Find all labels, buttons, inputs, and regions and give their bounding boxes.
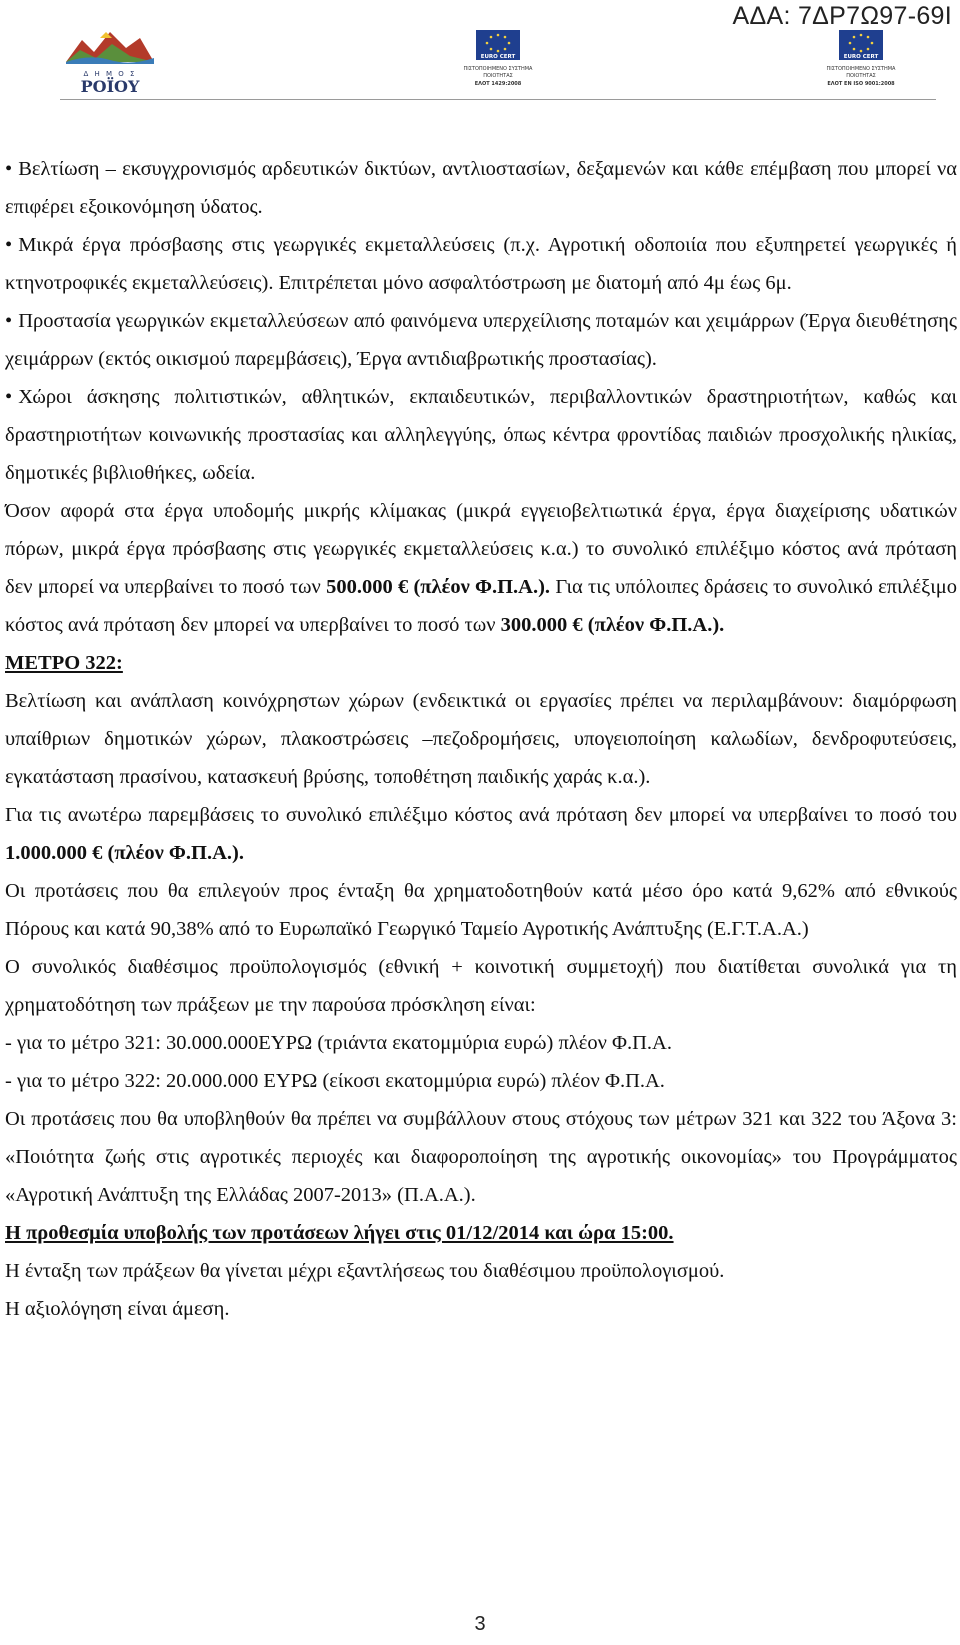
page-header <box>60 28 936 100</box>
bullet-item-2 <box>5 226 957 302</box>
cert1-line-2: ΠΟΙΟΤΗΤΑΣ <box>483 73 513 79</box>
bullet-item-3 <box>5 302 957 378</box>
inclusion-note: Η ένταξη των πράξεων θα γίνεται μέχρι εξαντλήσεως του διαθέσιμου προϋπολογισμού. <box>5 1260 725 1282</box>
measure-322-cost-paragraph <box>5 796 957 872</box>
municipality-logo-line1: Δ Η Μ Ο Σ <box>83 70 137 78</box>
measure-322-cost-text: Για τις ανωτέρω παρεμβάσεις το συνολικό επιλέξιμο κόστος ανά πρόταση δεν μπορεί να υπερβαίνει το ποσό του <box>5 804 957 826</box>
bullet-icon: • <box>5 310 13 332</box>
budget-measure-322: - για το μέτρο 322: 20.000.000 ΕΥΡΩ (είκοσι εκατομμύρια ευρώ) πλέον Φ.Π.Α. <box>5 1070 665 1092</box>
bullet-icon: • <box>5 386 13 408</box>
cost-limits-text-c: Για τις υπόλοιπες δράσεις το συνολικό επιλέξιμο κόστος ανά πρόταση δεν μπορεί να υπερβαίνει το ποσό των <box>5 576 957 636</box>
bullet-item-1-text: Βελτίωση – εκσυγχρονισμός αρδευτικών δικτύων, αντλιοστασίων, δεξαμενών και κάθε επέμβαση που μπορεί να επιφέρει εξοικονόμηση ύδατος. <box>5 158 957 218</box>
certification-logo-2 <box>815 28 907 98</box>
page-number: 3 <box>474 1613 486 1635</box>
funding-split-paragraph: Οι προτάσεις που θα επιλεγούν προς ένταξη θα χρηματοδοτηθούν κατά μέσο όρο κατά 9,62% από εθνικούς Πόρους και κατά 90,38% από το Ευρωπαϊκό Γεωργικό Ταμείο Αγροτικής Ανάπτυξης (Ε.Γ.Τ.Α.Α.) <box>5 880 957 940</box>
municipality-logo <box>60 28 160 98</box>
submission-deadline: Η προθεσμία υποβολής των προτάσεων λήγει στις 01/12/2014 και ώρα 15:00. <box>5 1222 674 1244</box>
euro-cert-icon <box>815 28 907 98</box>
bullet-item-4 <box>5 378 957 492</box>
cert2-brand: EURO CERT <box>843 54 879 60</box>
budget-measure-321: - για το μέτρο 321: 30.000.000ΕΥΡΩ (τριάντα εκατομμύρια ευρώ) πλέον Φ.Π.Α. <box>5 1032 672 1054</box>
cert1-brand: EURO CERT <box>480 54 516 60</box>
measure-322-description: Βελτίωση και ανάπλαση κοινόχρηστων χώρων (ενδεικτικά οι εργασίες πρέπει να περιλαμβάνουν: διαμόρφωση υπαίθριων δημοτικών χώρων, πλακοστρώσεις –πεζοδρομήσεις, υπογειοποίηση καλωδίων, δενδροφυτεύσεις, εγκατάσταση πρασίνου, κατασκευή βρύσης, τοποθέτηση παιδικής χαράς κ.α.). <box>5 690 957 788</box>
certification-logo-1 <box>452 28 544 98</box>
bullet-item-2-text: Μικρά έργα πρόσβασης στις γεωργικές εκμεταλλεύσεις (π.χ. Αγροτική οδοποιία που εξυπηρετεί γεωργικές ή κτηνοτροφικές εκμεταλλεύσεις). Επιτρέπεται μόνο ασφαλτόστρωση με διατομή από 4μ έως 6μ. <box>5 234 957 294</box>
cert2-line-2: ΠΟΙΟΤΗΤΑΣ <box>846 73 876 79</box>
cost-limit-1m: 1.000.000 € (πλέον Φ.Π.Α.). <box>5 842 244 864</box>
cert1-line-1: ΠΙΣΤΟΠΟΙΗΜΕΝΟ ΣΥΣΤΗΜΑ <box>463 66 533 72</box>
ada-code: ΑΔΑ: 7ΔΡ7Ω97-69Ι <box>732 2 952 30</box>
bullet-item-4-text: Χώροι άσκησης πολιτιστικών, αθλητικών, εκπαιδευτικών, περιβαλλοντικών δραστηριοτήτων, καθώς και δραστηριοτήτων κοινωνικής προστασίας και αλληλεγγύης, όπως κέντρα φροντίδας παιδιών προσχολικής ηλικίας, δημοτικές βιβλιοθήκες, ωδεία. <box>5 386 957 484</box>
objectives-paragraph: Οι προτάσεις που θα υποβληθούν θα πρέπει να συμβάλλουν στους στόχους των μέτρων 321 και 322 του Άξονα 3: «Ποιότητα ζωής στις αγροτικές περιοχές και διαφοροποίηση της αγροτικής οικονομίας» του Προγράμματος «Αγροτική Ανάπτυξη της Ελλάδας 2007-2013» (Π.Α.Α.). <box>5 1108 957 1206</box>
bullet-item-1 <box>5 150 957 226</box>
euro-cert-icon <box>452 28 544 98</box>
document-body <box>5 150 957 1328</box>
bullet-icon: • <box>5 234 13 256</box>
total-budget-paragraph: Ο συνολικός διαθέσιμος προϋπολογισμός (εθνική + κοινοτική συμμετοχή) που διατίθεται συνολικά για τη χρηματοδότηση των πράξεων με την παρούσα πρόσκληση είναι: <box>5 956 957 1016</box>
cert1-line-3: ΕΛΟΤ 1429:2008 <box>474 81 522 87</box>
header-divider <box>60 99 936 100</box>
bullet-icon: • <box>5 158 13 180</box>
cert2-line-3: ΕΛΟΤ ΕΝ ISO 9001:2008 <box>827 81 895 87</box>
cost-limits-text-a: Όσον αφορά στα έργα υποδομής μικρής κλίμακας (μικρά εγγειοβελτιωτικά έργα, έργα διαχείρισης υδατικών πόρων, μικρά έργα πρόσβασης στις γεωργικές εκμεταλλεύσεις κ.α.) το συνολικό επιλέξιμο κόστος ανά πρόταση δεν μπορεί να υπερβαίνει το ποσό των <box>5 500 957 598</box>
cost-limit-500k: 500.000 € (πλέον Φ.Π.Α.). <box>326 576 551 598</box>
municipality-logo-line2: ΡΟΪΟΥ <box>80 77 140 96</box>
measure-322-heading: ΜΕΤΡΟ 322: <box>5 652 123 674</box>
cost-limits-paragraph <box>5 492 957 644</box>
cost-limit-300k: 300.000 € (πλέον Φ.Π.Α.). <box>500 614 725 636</box>
evaluation-note: Η αξιολόγηση είναι άμεση. <box>5 1298 230 1320</box>
cert2-line-1: ΠΙΣΤΟΠΟΙΗΜΕΝΟ ΣΥΣΤΗΜΑ <box>826 66 896 72</box>
municipality-emblem-icon <box>60 28 160 98</box>
bullet-item-3-text: Προστασία γεωργικών εκμεταλλεύσεων από φαινόμενα υπερχείλισης ποταμών και χειμάρρων (Έργα διευθέτησης χειμάρρων (εκτός οικισμού παρεμβάσεις), Έργα αντιδιαβρωτικής προστασίας). <box>5 310 957 370</box>
